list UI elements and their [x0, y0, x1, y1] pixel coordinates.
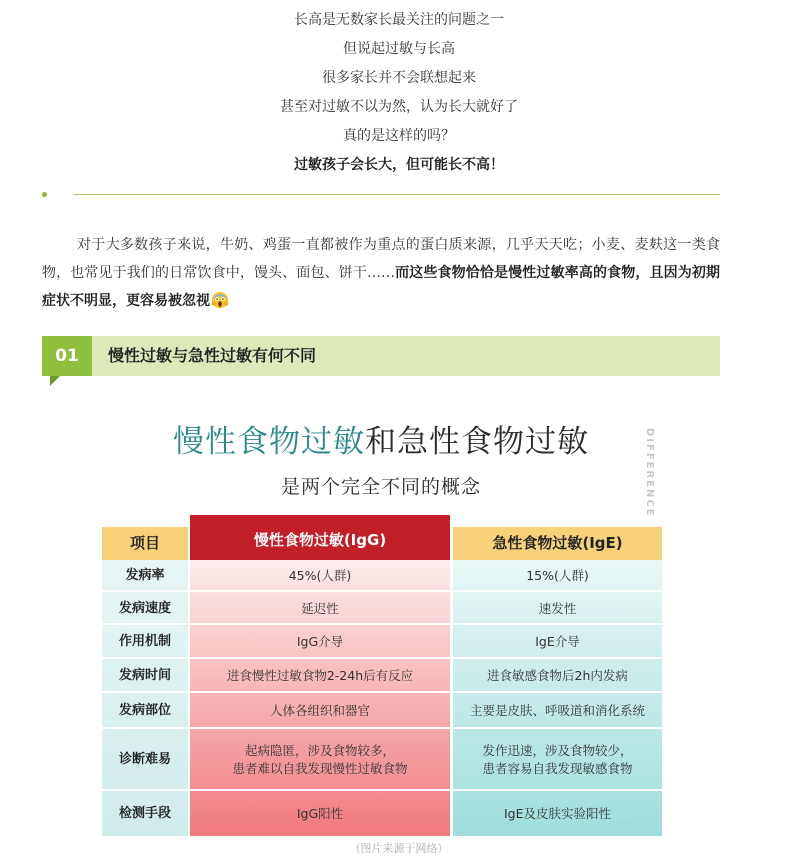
section-header: [42, 336, 720, 376]
table-row: [98, 592, 664, 625]
chronic-cell: IgG阳性: [296, 805, 344, 821]
row-label: 发病率: [125, 568, 165, 583]
acute-cell: 15%(人群): [526, 568, 589, 583]
figure-title-rest: 和急性食物过敏: [365, 424, 589, 460]
acute-cell: IgE介导: [535, 634, 580, 649]
row-label: 检测手段: [118, 805, 171, 821]
acute-cell: 速发性: [538, 600, 577, 616]
comparison-figure: [98, 400, 664, 836]
intro-block: [0, 6, 798, 180]
screaming-face-icon: [211, 291, 229, 309]
table-row: [98, 791, 664, 836]
chronic-cell: IgG介导: [296, 634, 344, 649]
acute-cell: 发作迅速，涉及食物较少， 患者容易自我发现敏感食物: [482, 743, 633, 776]
section-title: 慢性过敏与急性过敏有何不同: [108, 346, 317, 365]
header-acute: 急性食物过敏(IgE): [453, 527, 662, 560]
figure-title-highlight: 慢性食物过敏: [173, 424, 365, 460]
figure-title: [98, 422, 664, 462]
acute-cell: 主要是皮肤、呼吸道和消化系统: [469, 703, 645, 718]
chronic-cell: 进食慢性过敏食物2-24h后有反应: [226, 668, 414, 683]
row-label: 诊断难易: [118, 752, 171, 767]
intro-line: 甚至对过敏不以为然，认为长大就好了: [280, 99, 518, 115]
chronic-cell: 起病隐匿，涉及食物较多， 患者难以自我发现慢性过敏食物: [232, 743, 408, 776]
header-chronic: 慢性食物过敏(IgG): [190, 515, 450, 560]
chronic-cell: 人体各组织和器官: [269, 703, 370, 718]
intro-line: 但说起过敏与长高: [343, 41, 455, 57]
intro-line: 真的是这样的吗？: [343, 128, 455, 144]
row-label: 发病时间: [118, 668, 171, 683]
row-label: 作用机制: [118, 634, 171, 649]
row-label: 发病部位: [118, 703, 171, 718]
body-paragraph: [42, 231, 720, 315]
acute-cell: IgE及皮肤实验阳性: [503, 805, 612, 821]
divider-dot: [42, 192, 47, 197]
figure-vertical-text: DIFFERENCE: [644, 428, 655, 518]
header-item: 项目: [102, 527, 188, 560]
acute-cell: 进食敏感食物后2h内发病: [487, 668, 628, 683]
section-number-tab: [50, 376, 60, 386]
section-number: 01: [42, 336, 92, 376]
table-row: [98, 693, 664, 729]
paragraph-bold-text: 而这些食物恰恰是慢性过敏率高的食物，且因为初期症状不明显，更容易被忽视: [42, 265, 720, 309]
figure-subtitle: 是两个完全不同的概念: [280, 476, 481, 498]
row-label: 发病速度: [118, 600, 171, 616]
chronic-cell: 延迟性: [301, 600, 339, 616]
section-divider: [42, 190, 720, 200]
divider-line: [74, 194, 720, 195]
image-caption: （图片来源于网络）: [349, 842, 449, 855]
table-row: [98, 729, 664, 791]
table-row: [98, 560, 664, 592]
chronic-cell: 45%(人群): [288, 568, 352, 583]
table-row: [98, 659, 664, 693]
intro-line: 长高是无数家长最关注的问题之一: [294, 12, 504, 28]
paragraph-normal-text: 对于大多数孩子来说，牛奶、鸡蛋一直都被作为重点的蛋白质来源，几乎天天吃；小麦、麦麸这一类食物，也常见于我们的日常饮食中，馒头、面包、饼干……: [42, 237, 720, 281]
table-row: [98, 625, 664, 659]
intro-bold-line: 过敏孩子会长大，但可能长不高！: [294, 157, 504, 173]
intro-line: 很多家长并不会联想起来: [322, 70, 476, 86]
